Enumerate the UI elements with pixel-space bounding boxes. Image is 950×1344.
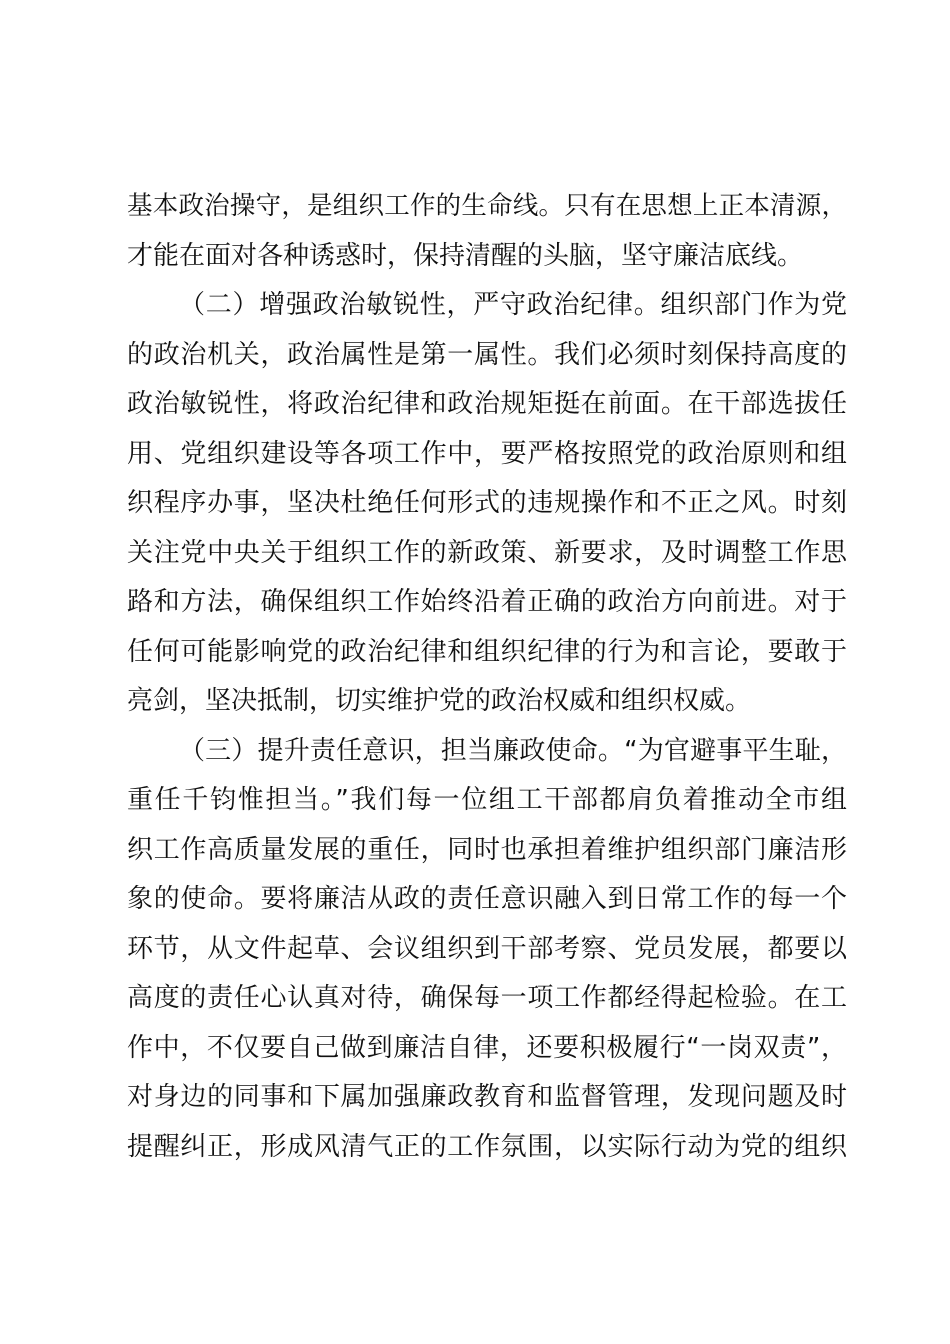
text-line: 关注党中央关于组织工作的新政策、新要求，及时调整工作思 [127, 537, 847, 568]
text-line: 环节，从文件起草、会议组织到干部考察、党员发展，都要以 [127, 933, 847, 964]
text-line: （三）提升责任意识，担当廉政使命。“为官避事平生耻， [179, 735, 847, 766]
text-line: 对身边的同事和下属加强廉政教育和监督管理，发现问题及时 [127, 1082, 847, 1112]
text-line: 才能在面对各种诱惑时，保持清醒的头脑，坚守廉洁底线。 [127, 240, 804, 271]
text-line: 任何可能影响党的政治纪律和组织纪律的行为和言论，要敢于 [127, 636, 847, 667]
text-line: 高度的责任心认真对待，确保每一项工作都经得起检验。在工 [127, 983, 847, 1013]
text-line: 用、党组织建设等各项工作中，要严格按照党的政治原则和组 [127, 438, 847, 469]
text-line: 亮剑，坚决抵制，切实维护党的政治权威和组织权威。 [127, 686, 752, 716]
text-line: 基本政治操守，是组织工作的生命线。只有在思想上正本清源， [127, 191, 847, 221]
text-line: 织程序办事，坚决杜绝任何形式的违规操作和不正之风。时刻 [127, 488, 847, 518]
text-line: 的政治机关，政治属性是第一属性。我们必须时刻保持高度的 [127, 339, 847, 370]
text-line: 政治敏锐性，将政治纪律和政治规矩挺在前面。在干部选拔任 [127, 389, 847, 419]
text-line: 作中，不仅要自己做到廉洁自律，还要积极履行“一岗双责”， [127, 1032, 847, 1063]
text-line: 路和方法，确保组织工作始终沿着正确的政治方向前进。对于 [127, 587, 847, 617]
text-line: （二）增强政治敏锐性，严守政治纪律。组织部门作为党 [179, 290, 847, 320]
text-line: 提醒纠正，形成风清气正的工作氛围，以实际行动为党的组织 [127, 1131, 847, 1162]
text-line: 织工作高质量发展的重任，同时也承担着维护组织部门廉洁形 [127, 834, 847, 865]
text-line: 重任千钧惟担当。”我们每一位组工干部都肩负着推动全市组 [127, 785, 847, 815]
text-line: 象的使命。要将廉洁从政的责任意识融入到日常工作的每一个 [127, 884, 847, 914]
body-text [127, 182, 847, 1172]
